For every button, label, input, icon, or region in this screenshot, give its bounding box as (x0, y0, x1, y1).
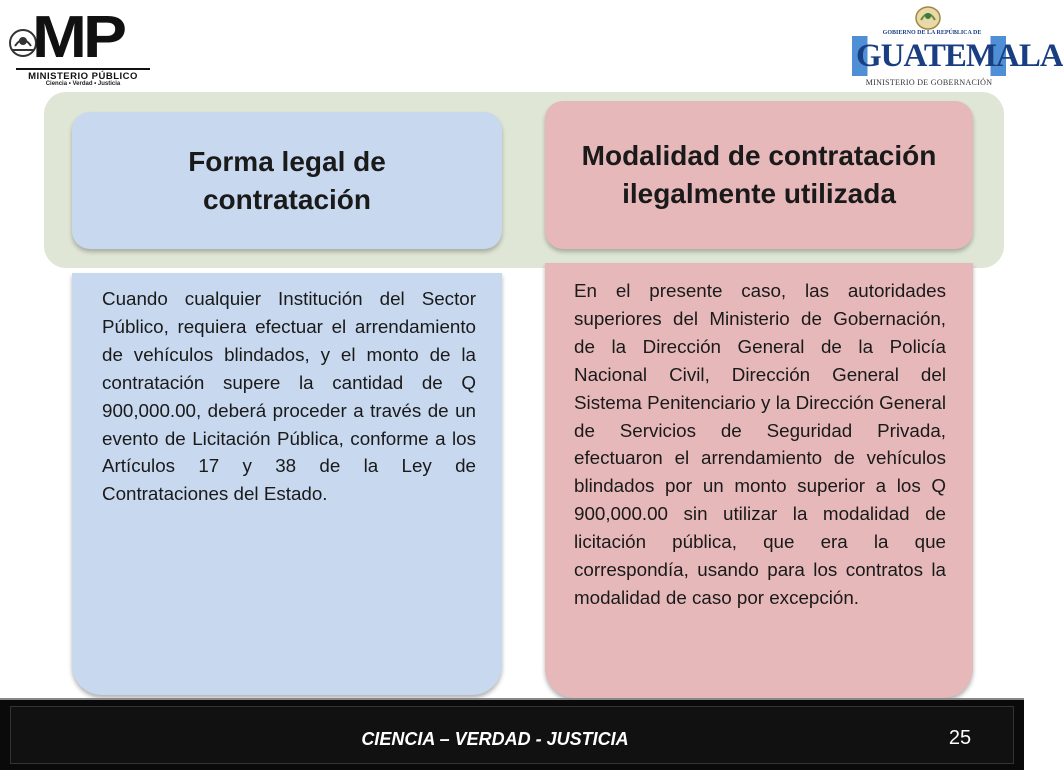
mp-logo-motto: Ciencia • Verdad • Justicia (45, 81, 121, 87)
column-body-right-text: En el presente caso, las autoridades superiores del Ministerio de Gobernación, de la Dirección General de la Policía Nacional Civil, Dirección General del Sistema Penitenciario y la Dirección General de Servicios de Seguridad Privada, efectuaron el arrendamiento de vehículos blindados por un monto superior a los Q 900,000.00 sin utilizar la modalidad de licitación pública, que era la que correspondía, usando para los contratos la modalidad de caso por excepción. (574, 280, 946, 608)
ministerio-publico-logo (4, 2, 154, 88)
quetzal-crest-icon (908, 2, 948, 32)
column-header-left-text: Forma legal de contratación (188, 145, 386, 215)
gt-logo-ministry: MINISTERIO DE GOBERNACIÓN (865, 78, 993, 87)
gt-logo-small-text: GOBIERNO DE LA REPÚBLICA DE (882, 30, 982, 36)
slide-footer (0, 698, 1024, 770)
page-number: 25 (948, 727, 972, 749)
column-header-legal-form (72, 112, 502, 249)
footer-motto: CIENCIA – VERDAD - JUSTICIA (361, 729, 629, 749)
mp-logo-text: MP (32, 2, 123, 70)
footer-inner-frame (10, 706, 1014, 764)
column-body-left-text: Cuando cualquier Institución del Sector Público, requiera efectuar el arrendamiento de vehículos blindados, y el monto de la contratación supere la cantidad de Q 900,000.00, deberá proceder a través de un evento de Licitación Pública, conforme a los Artículos 17 y 38 de la Ley de Contrataciones del Estado. (102, 288, 476, 505)
column-body-legal-form (72, 273, 502, 695)
column-body-illegal-modality (545, 263, 973, 698)
gobierno-guatemala-logo (848, 2, 1063, 92)
column-header-right-text: Modalidad de contratación ilegalmente utilizada (581, 140, 937, 209)
gt-logo-name: GUATEMALA (856, 38, 1063, 74)
column-header-illegal-modality (545, 101, 973, 249)
mp-logo-subtitle: MINISTERIO PÚBLICO (16, 68, 150, 82)
